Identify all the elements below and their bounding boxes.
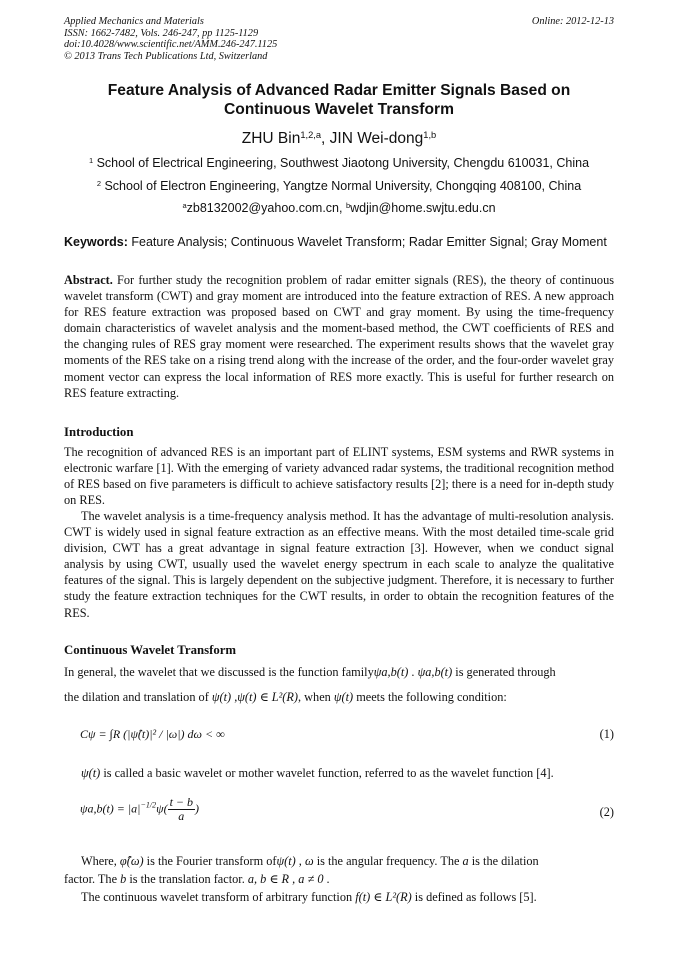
math-psi-ab: ψa,b(t) [417, 665, 453, 679]
cwt-text: , [295, 854, 305, 868]
author-emails [64, 201, 614, 215]
affiliation-2-mark: 2 [96, 178, 101, 188]
title-line-2: Continuous Wavelet Transform [224, 101, 454, 118]
email-b: wdjin@home.swjtu.edu.cn [350, 201, 496, 215]
math-psi-t: ψ(t) [81, 766, 101, 780]
author-separator: , [321, 130, 330, 147]
eq2-lhs: ψa,b(t) = |a| [80, 801, 141, 816]
eq2-exponent: −1/2 [140, 800, 157, 810]
cwt-text: is the translation factor. [126, 872, 248, 886]
equation-2 [80, 796, 199, 823]
math-psi-t: ψ(t) [276, 854, 296, 868]
cwt-paragraph-6 [81, 889, 614, 905]
keywords [64, 235, 616, 249]
cwt-text: the dilation and translation of [64, 690, 212, 704]
math-psi-t: ψ(t) [333, 690, 354, 704]
author-1-name: ZHU Bin [241, 130, 301, 147]
intro-paragraph-2: The wavelet analysis is a time-frequency analysis method. It has the advantage of multi-resolution analysis. CWT is widely used in signal feature extraction as an effective means. With the most detailed time-scale grid division, CWT has a great advantage in signal feature extraction [3]. However, when we conduct signal analysis by using CWT, usually used the wavelet energy spectrum in each scale to analyze the qualitative features of the signal. This is largely dependent on the subjective judgment. Therefore, it is necessary to further study the feature extraction techniques for the CWT results, in order to obtain the recognition features of the RES. [64, 509, 614, 620]
issn-line: ISSN: 1662-7482, Vols. 246-247, pp 1125-1129 [64, 27, 259, 39]
eq2-fraction [168, 796, 195, 823]
math-omega: ω [304, 854, 314, 868]
email-a: zb8132002@yahoo.com.cn, [186, 201, 346, 215]
keywords-text: Feature Analysis; Continuous Wavelet Transform; Radar Emitter Signal; Gray Moment [127, 235, 607, 249]
affiliation-1-text: School of Electrical Engineering, Southwest Jiaotong University, Chengdu 610031, China [93, 156, 590, 170]
math-phi-hat: φ̂(ω) [119, 854, 144, 868]
affiliation-1-mark: 1 [88, 155, 94, 165]
cwt-text: The continuous wavelet transform of arbitrary function [81, 890, 356, 904]
cwt-text: is the angular frequency. The [313, 854, 463, 868]
email-a-mark: a [182, 200, 187, 210]
math-psi-ab: ψa,b(t) [373, 665, 409, 679]
affiliation-2-text: School of Electron Engineering, Yangtze Normal University, Chongqing 408100, China [101, 179, 582, 193]
equation-1-number: (1) [599, 727, 614, 741]
cwt-text: . [323, 872, 330, 886]
eq2-numerator: t − b [169, 795, 193, 809]
cwt-text: , when [298, 690, 334, 704]
doi-line: doi:10.4028/www.scientific.net/AMM.246-247.1125 [64, 39, 278, 50]
section-heading-cwt: Continuous Wavelet Transform [64, 643, 237, 657]
equation-1: Cψ = ∫R (|ψ̂(t)|² / |ω|) dω < ∞ [80, 727, 225, 741]
author-1-affil: 1,2,a [300, 129, 322, 140]
cwt-text: is defined as follows [5]. [411, 890, 537, 904]
affiliation-1 [64, 156, 614, 170]
cwt-text: factor. The [64, 872, 121, 886]
paper-title [64, 81, 614, 119]
cwt-text: In general, the wavelet that we discussed is the function family [64, 665, 374, 679]
cwt-paragraph-1: In general, the wavelet that we discussed is the function familyψa,b(t) . ψa,b(t) is generated through [64, 665, 556, 679]
cwt-text: is generated through [452, 665, 556, 679]
equation-2-number: (2) [599, 805, 614, 819]
cwt-paragraph-2: the dilation and translation of ψ(t) ,ψ(t) ∈ L²(R), when ψ(t) meets the following condition: [64, 690, 507, 704]
math-a: a [462, 854, 469, 868]
author-2-affil: 1,b [423, 129, 437, 140]
email-b-mark: b [345, 200, 351, 210]
cwt-text: is the Fourier transform of [143, 854, 277, 868]
cwt-text: Where, [81, 854, 120, 868]
math-b: b [120, 872, 127, 886]
author-2-name: JIN Wei-dong [329, 130, 424, 147]
math-f-in-l2: f(t) ∈ L²(R) [355, 890, 412, 904]
eq2-close: ) [195, 801, 199, 816]
cwt-text: is called a basic wavelet or mother wavelet function, referred to as the wavelet function [4]. [100, 766, 554, 780]
journal-meta [64, 16, 277, 62]
math-psi-t: ψ(t) [211, 690, 232, 704]
cwt-paragraph-5 [64, 871, 614, 887]
cwt-paragraph-4 [81, 853, 614, 869]
intro-paragraph-1: The recognition of advanced RES is an important part of ELINT systems, ESM systems and RWR systems in electronic warfare [1]. With the emerging of variety advanced radar systems, the traditional recognition method of RES based on five parameters is difficult to achieve satisfactory results [2]; there is a need for in-depth study on RES. [64, 445, 614, 508]
abstract-text: For further study the recognition problem of radar emitter signals (RES), the theory of continuous wavelet transform (CWT) and gray moment are introduced into the feature extraction of RES. A new approach for RES feature extraction was proposed based on CWT and gray moment. By using the time-frequency domain characteristics of wavelet analysis and the moment-based method, the CWT coefficients of RES and the changing rules of RES gray moment were researched. The experiment results shows that the wavelet gray moments of the RES take on a rising trend along with the increase of the order, and the four-order wavelet gray moment vector can express the local information of RES more exactly. This is useful for further research on RES feature extracting. [64, 273, 614, 400]
cwt-text: is the dilation [468, 854, 539, 868]
affiliation-2 [64, 179, 614, 193]
math-psi-in-l2: ψ(t) ∈ L²(R) [237, 690, 299, 704]
journal-name: Applied Mechanics and Materials [64, 16, 204, 27]
keywords-label: Keywords: [64, 235, 128, 249]
author-list [64, 130, 614, 148]
eq2-denominator: a [178, 809, 185, 823]
section-heading-introduction: Introduction [64, 425, 134, 439]
copyright-line: © 2013 Trans Tech Publications Ltd, Switzerland [64, 50, 268, 62]
cwt-paragraph-3 [81, 765, 614, 781]
online-date: Online: 2012-12-13 [531, 16, 614, 27]
eq2-psi: ψ( [156, 801, 168, 816]
cwt-text: meets the following condition: [353, 690, 507, 704]
abstract-label: Abstract. [64, 273, 113, 287]
title-line-1: Feature Analysis of Advanced Radar Emitter Signals Based on [107, 82, 571, 99]
math-ab-condition: a, b ∈ R , a ≠ 0 [247, 872, 324, 886]
abstract [64, 272, 614, 401]
